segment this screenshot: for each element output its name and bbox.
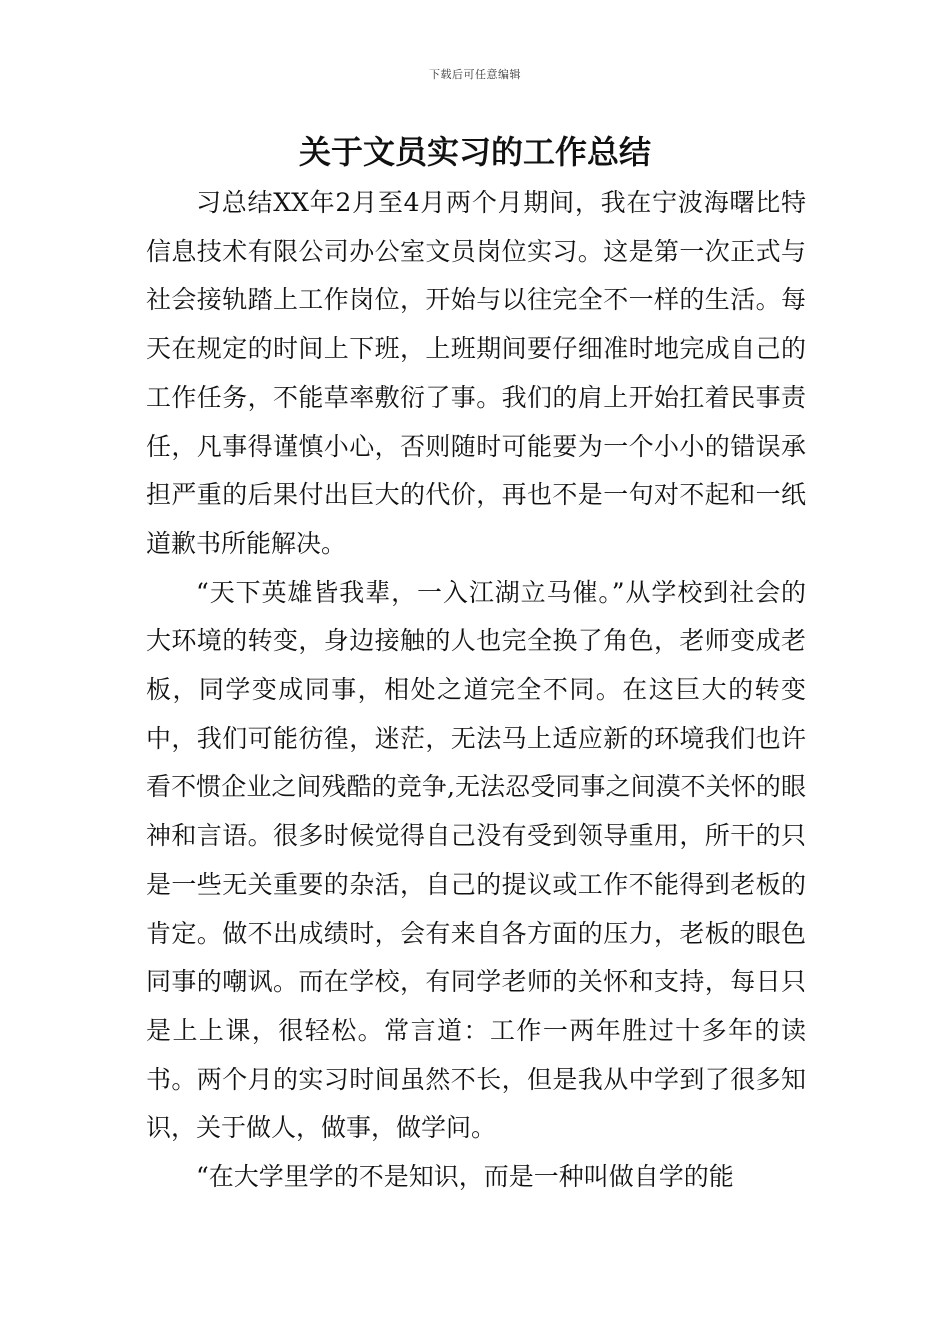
document-title: 关于文员实习的工作总结 <box>298 133 651 171</box>
paragraph-1: 习总结XX年2月至4月两个月期间，我在宁波海曙比特信息技术有限公司办公室文员岗位实习。这是第一次正式与社会接轨踏上工作岗位，开始与以往完全不一样的生活。每天在规定的时间上下班，上班期间要仔细准时地完成自己的工作任务，不能草率敷衍了事。我们的肩上开始扛着民事责任，凡事得谨慎小心，否则随时可能要为一个小小的错误承担严重的后果付出巨大的代价，再也不是一句对不起和一纸道歉书所能解决。 <box>146 188 806 558</box>
paragraph-2: “天下英雄皆我辈，一入江湖立马催。”从学校到社会的大环境的转变，身边接触的人也完全换了角色，老师变成老板，同学变成同事，相处之道完全不同。在这巨大的转变中，我们可能彷徨，迷茫，无法马上适应新的环境我们也许看不惯企业之间残酷的竞争,无法忍受同事之间漠不关怀的眼神和言语。很多时候觉得自己没有受到领导重用，所干的只是一些无关重要的杂活，自己的提议或工作不能得到老板的肯定。做不出成绩时，会有来自各方面的压力，老板的眼色同事的嘲讽。而在学校，有同学老师的关怀和支持，每日只是上上课，很轻松。常言道：工作一两年胜过十多年的读书。两个月的实习时间虽然不长，但是我从中学到了很多知识，关于做人，做事，做学问。 <box>146 577 806 1143</box>
header-note: 下载后可任意编辑 <box>429 68 521 81</box>
document-body <box>146 179 806 1202</box>
paragraph-3: “在大学里学的不是知识，而是一种叫做自学的能 <box>196 1162 734 1192</box>
